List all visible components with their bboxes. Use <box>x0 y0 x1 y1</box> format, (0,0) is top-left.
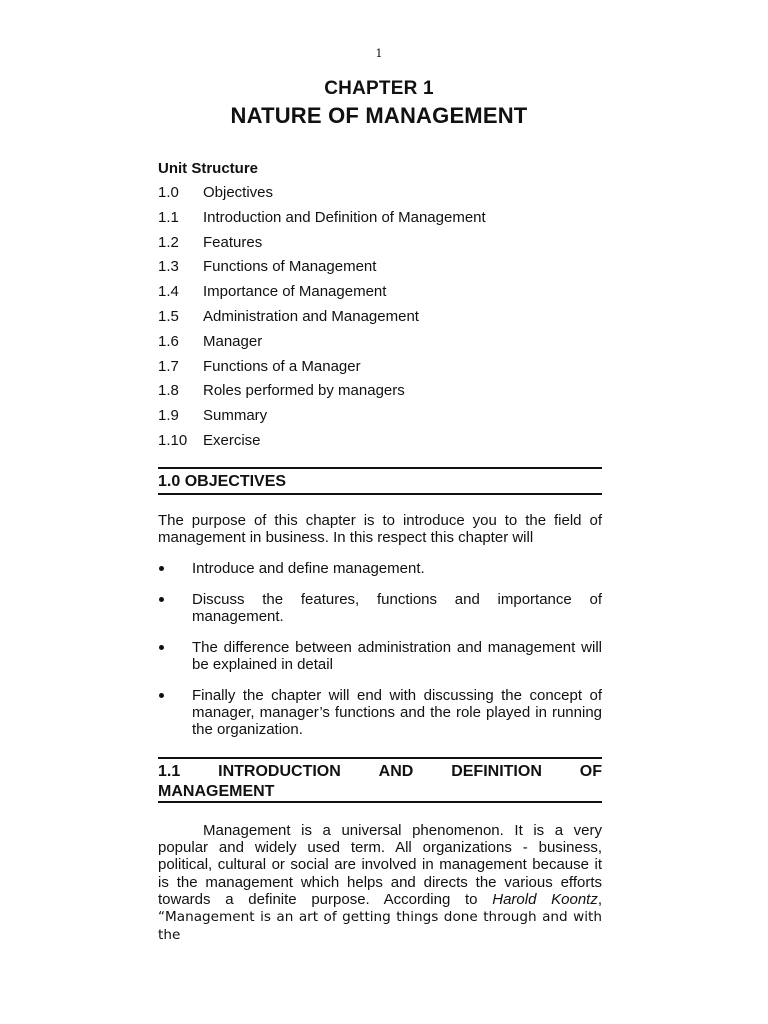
toc-item <box>158 381 602 406</box>
bullet-text: Finally the chapter will end with discussing the concept of manager, manager’s functions and the role played in running the organization. <box>192 687 602 739</box>
heading-word: AND <box>378 763 414 780</box>
bullet-item <box>158 591 602 625</box>
toc-item-text: Objectives <box>203 184 274 201</box>
toc-item-text: Functions of Management <box>203 258 377 276</box>
toc-item-text: Features <box>203 233 263 251</box>
toc-item-text: Exercise <box>203 431 261 449</box>
heading-word: INTRODUCTION <box>218 763 341 780</box>
bullet-icon <box>158 687 192 739</box>
objectives-intro-paragraph: The purpose of this chapter is to introduce you to the field of management in business. In this respect this chapter will <box>158 512 602 547</box>
bullet-item <box>158 560 602 577</box>
toc-item <box>158 233 602 258</box>
heading-word: DEFINITION <box>451 763 542 780</box>
toc-item-text: Introduction and Definition of Management <box>203 208 486 226</box>
toc-item-text: Roles performed by managers <box>203 382 405 400</box>
objectives-heading: 1.0 OBJECTIVES <box>158 467 602 495</box>
author-comma: , <box>597 890 602 908</box>
unit-structure-list <box>158 183 602 456</box>
page-number: 1 <box>375 47 383 60</box>
toc-item <box>158 208 602 233</box>
toc-item <box>158 183 602 208</box>
bullet-item <box>158 687 602 739</box>
toc-item <box>158 332 602 357</box>
introduction-paragraph <box>158 822 602 944</box>
toc-item-text: Administration and Management <box>203 307 419 325</box>
toc-item-number: 1.5 <box>158 307 179 325</box>
toc-item-number: 1.10 <box>158 431 188 449</box>
toc-item-number: 1.0 <box>158 184 179 201</box>
toc-item-number: 1.8 <box>158 382 179 400</box>
toc-item <box>158 406 602 431</box>
definition-quote: “Management is an art of getting things done through and with the <box>158 909 602 944</box>
toc-item-number: 1.9 <box>158 407 179 425</box>
toc-item <box>158 282 602 307</box>
toc-item-number: 1.1 <box>158 208 179 226</box>
bullet-icon <box>158 591 192 625</box>
introduction-heading-line-2: MANAGEMENT <box>158 783 275 800</box>
toc-item-number: 1.7 <box>158 357 179 375</box>
introduction-heading <box>158 757 602 803</box>
heading-word: 1.1 <box>158 763 181 780</box>
bullet-text: Introduce and define management. <box>192 560 425 577</box>
chapter-label: CHAPTER 1 <box>324 78 434 99</box>
heading-word: OF <box>579 763 602 780</box>
toc-item-text: Summary <box>203 407 268 425</box>
toc-item-number: 1.3 <box>158 258 179 276</box>
author-name: Harold Koontz <box>492 890 598 908</box>
toc-item-text: Functions of a Manager <box>203 357 361 375</box>
introduction-heading-line-1 <box>158 762 602 782</box>
bullet-icon <box>158 639 192 673</box>
unit-structure-heading: Unit Structure <box>158 160 259 177</box>
toc-item <box>158 257 602 282</box>
toc-item-number: 1.4 <box>158 283 179 301</box>
toc-item-number: 1.2 <box>158 233 179 251</box>
toc-item <box>158 307 602 332</box>
chapter-title: NATURE OF MANAGEMENT <box>230 103 528 128</box>
bullet-item <box>158 639 602 673</box>
toc-item <box>158 431 602 456</box>
toc-item-number: 1.6 <box>158 332 179 350</box>
toc-item <box>158 357 602 382</box>
toc-item-text: Manager <box>203 332 263 350</box>
toc-item-text: Importance of Management <box>203 283 387 301</box>
bullet-text: Discuss the features, functions and importance of management. <box>192 591 602 626</box>
introduction-text: Management is a universal phenomenon. It is a very popular and widely used term. All organizations - business, political, cultural or social are involved in management because it is the management which helps and directs the various efforts towards a definite purpose. According to <box>158 822 602 908</box>
bullet-text: The difference between administration and management will be explained in detail <box>192 639 602 674</box>
bullet-icon <box>158 560 192 577</box>
